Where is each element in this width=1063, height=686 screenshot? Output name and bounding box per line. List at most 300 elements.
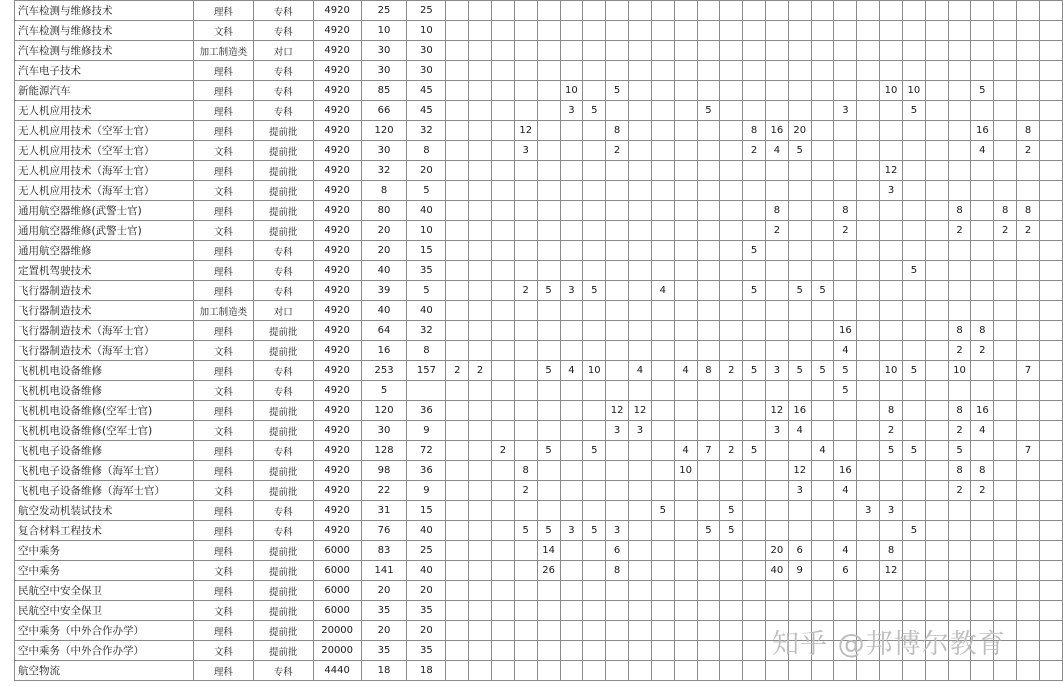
cell-province-quota-23	[948, 181, 971, 201]
cell-province-quota-26	[1017, 1, 1040, 21]
cell-province-quota-23	[948, 661, 971, 681]
cell-province-quota-5	[537, 401, 560, 421]
cell-province-quota-22	[925, 41, 948, 61]
cell-province-quota-12	[697, 81, 720, 101]
cell-province-quota-25	[994, 161, 1017, 181]
cell-province-quota-4	[514, 181, 537, 201]
cell-province-quota-8	[606, 441, 629, 461]
cell-tuition: 4920	[313, 141, 361, 161]
cell-tuition: 20000	[313, 641, 361, 661]
cell-province-quota-12	[697, 381, 720, 401]
cell-province-quota-7	[583, 241, 606, 261]
cell-province-quota-21	[902, 221, 925, 241]
cell-province-quota-6	[560, 341, 583, 361]
cell-province-quota-6	[560, 641, 583, 661]
cell-province-quota-8	[606, 1, 629, 21]
cell-province-quota-12	[697, 641, 720, 661]
cell-province-quota-13	[720, 121, 743, 141]
cell-province-quota-20: 10	[880, 361, 903, 381]
cell-province-quota-27	[1039, 261, 1062, 281]
cell-batch: 专科	[253, 381, 313, 401]
cell-province-quota-21	[902, 401, 925, 421]
cell-major: 汽车检测与维修技术	[15, 41, 194, 61]
cell-province-quota-3	[492, 181, 515, 201]
cell-province-quota-20	[880, 301, 903, 321]
cell-tuition: 4920	[313, 21, 361, 41]
cell-province-quota-15: 16	[765, 121, 788, 141]
cell-province-quota-1	[446, 581, 469, 601]
cell-subject: 文科	[193, 21, 253, 41]
cell-province-quota-26	[1017, 241, 1040, 261]
cell-province-quota-3	[492, 501, 515, 521]
cell-batch: 提前批	[253, 141, 313, 161]
cell-province-quota-5: 26	[537, 561, 560, 581]
cell-province-quota-26	[1017, 41, 1040, 61]
cell-province-quota-23	[948, 601, 971, 621]
cell-province-quota-23: 5	[948, 441, 971, 461]
cell-province-quota-9	[629, 41, 652, 61]
cell-province-quota-18	[834, 441, 857, 461]
cell-province-quota-1	[446, 501, 469, 521]
cell-province-quota-22	[925, 221, 948, 241]
cell-batch: 提前批	[253, 221, 313, 241]
cell-province-quota-7	[583, 321, 606, 341]
cell-province-quota-13	[720, 421, 743, 441]
cell-province-quota-11	[674, 261, 697, 281]
cell-province-quota-8	[606, 221, 629, 241]
cell-province-quota-25	[994, 461, 1017, 481]
cell-province-quota-26	[1017, 341, 1040, 361]
cell-province-quota-20: 5	[880, 441, 903, 461]
cell-province-quota-11	[674, 121, 697, 141]
cell-province-quota-18: 16	[834, 461, 857, 481]
cell-plan-total: 40	[361, 261, 407, 281]
cell-province-quota-1	[446, 301, 469, 321]
cell-province-quota-21	[902, 481, 925, 501]
cell-province-quota-6	[560, 401, 583, 421]
cell-province-quota-21	[902, 141, 925, 161]
cell-subject: 理科	[193, 161, 253, 181]
cell-province-quota-10	[651, 241, 674, 261]
cell-province-quota-16: 5	[788, 141, 811, 161]
cell-province-quota-12	[697, 601, 720, 621]
cell-province-quota-6	[560, 141, 583, 161]
cell-province-quota-19	[857, 221, 880, 241]
cell-tuition: 4920	[313, 241, 361, 261]
cell-province-quota-1	[446, 621, 469, 641]
cell-province-quota-18	[834, 61, 857, 81]
cell-province-quota-27	[1039, 341, 1062, 361]
cell-province-quota-19	[857, 301, 880, 321]
cell-province-quota-1	[446, 221, 469, 241]
cell-province-quota-6	[560, 621, 583, 641]
cell-major: 无人机应用技术	[15, 101, 194, 121]
cell-province-quota-3	[492, 521, 515, 541]
cell-province-quota-17	[811, 481, 834, 501]
cell-province-quota-13	[720, 661, 743, 681]
cell-major: 定置机驾驶技术	[15, 261, 194, 281]
cell-batch: 提前批	[253, 341, 313, 361]
cell-province-quota-11	[674, 181, 697, 201]
cell-province-quota-21: 5	[902, 441, 925, 461]
cell-major: 飞机机电设备维修(空军士官)	[15, 401, 194, 421]
cell-province-quota-2	[469, 521, 492, 541]
cell-province-quota-20	[880, 321, 903, 341]
cell-province-quota-12	[697, 261, 720, 281]
cell-province-quota-17	[811, 601, 834, 621]
cell-province-quota-9	[629, 1, 652, 21]
cell-province-quota-21	[902, 321, 925, 341]
table-row	[15, 301, 1063, 321]
cell-province-quota-12	[697, 661, 720, 681]
cell-province-quota-2	[469, 81, 492, 101]
cell-province-quota-20	[880, 581, 903, 601]
cell-province-quota-26	[1017, 181, 1040, 201]
cell-province-quota-8: 6	[606, 541, 629, 561]
cell-province-quota-4	[514, 581, 537, 601]
cell-province-quota-17: 4	[811, 441, 834, 461]
cell-major: 汽车电子技术	[15, 61, 194, 81]
cell-province-quota-3	[492, 361, 515, 381]
cell-major: 空中乘务	[15, 561, 194, 581]
cell-province-quota-5	[537, 101, 560, 121]
cell-province-quota-27	[1039, 501, 1062, 521]
cell-province-quota-11	[674, 21, 697, 41]
cell-province-quota-6	[560, 41, 583, 61]
cell-major: 通用航空器维修(武警士官)	[15, 221, 194, 241]
cell-province-quota-17	[811, 521, 834, 541]
cell-province-quota-16	[788, 201, 811, 221]
cell-subject: 理科	[193, 321, 253, 341]
cell-province-quota-15	[765, 461, 788, 481]
cell-major: 飞行器制造技术（海军士官）	[15, 321, 194, 341]
cell-province-quota-19	[857, 361, 880, 381]
cell-province-quota-9	[629, 381, 652, 401]
cell-province-quota-23: 8	[948, 461, 971, 481]
cell-province-quota-2	[469, 121, 492, 141]
cell-province-quota-4	[514, 341, 537, 361]
cell-province-quota-4	[514, 41, 537, 61]
cell-province-quota-11	[674, 501, 697, 521]
cell-province-quota-25	[994, 1, 1017, 21]
cell-province-quota-17	[811, 301, 834, 321]
cell-province-quota-10	[651, 261, 674, 281]
cell-province-quota-4: 2	[514, 281, 537, 301]
cell-province-quota-10	[651, 341, 674, 361]
cell-province-quota-27	[1039, 601, 1062, 621]
cell-province-quota-16	[788, 241, 811, 261]
cell-province-quota-3	[492, 481, 515, 501]
cell-province-quota-17	[811, 61, 834, 81]
cell-province-quota-5	[537, 481, 560, 501]
cell-province-quota-5	[537, 181, 560, 201]
cell-province-quota-6: 10	[560, 81, 583, 101]
cell-province-quota-20	[880, 201, 903, 221]
cell-province-quota-3: 2	[492, 441, 515, 461]
cell-province-quota-9	[629, 341, 652, 361]
cell-province-quota-8: 8	[606, 121, 629, 141]
table-row	[15, 21, 1063, 41]
cell-province-quota-5	[537, 161, 560, 181]
cell-province-quota-24: 16	[971, 121, 994, 141]
cell-province-quota-15	[765, 341, 788, 361]
enrollment-plan-table	[14, 0, 1063, 681]
cell-province-quota-14	[743, 381, 766, 401]
cell-plan-local: 40	[407, 561, 446, 581]
cell-province-quota-16	[788, 501, 811, 521]
cell-major: 无人机应用技术（海军士官）	[15, 161, 194, 181]
cell-province-quota-24: 4	[971, 421, 994, 441]
cell-province-quota-10	[651, 601, 674, 621]
cell-province-quota-19	[857, 541, 880, 561]
cell-province-quota-4	[514, 261, 537, 281]
cell-subject: 理科	[193, 461, 253, 481]
cell-province-quota-23: 2	[948, 421, 971, 441]
cell-province-quota-12: 7	[697, 441, 720, 461]
cell-province-quota-3	[492, 541, 515, 561]
cell-province-quota-23: 2	[948, 481, 971, 501]
cell-province-quota-12	[697, 161, 720, 181]
cell-major: 飞机机电设备维修	[15, 361, 194, 381]
cell-subject: 理科	[193, 401, 253, 421]
cell-province-quota-20	[880, 21, 903, 41]
cell-province-quota-17	[811, 201, 834, 221]
cell-province-quota-23	[948, 41, 971, 61]
cell-plan-total: 30	[361, 41, 407, 61]
cell-province-quota-24	[971, 661, 994, 681]
cell-province-quota-24	[971, 61, 994, 81]
cell-tuition: 4920	[313, 41, 361, 61]
cell-subject: 理科	[193, 61, 253, 81]
cell-province-quota-3	[492, 241, 515, 261]
cell-province-quota-19	[857, 21, 880, 41]
cell-province-quota-20	[880, 101, 903, 121]
cell-province-quota-14	[743, 1, 766, 21]
cell-province-quota-2	[469, 461, 492, 481]
cell-province-quota-11	[674, 1, 697, 21]
cell-province-quota-9	[629, 61, 652, 81]
cell-province-quota-17	[811, 321, 834, 341]
cell-province-quota-12	[697, 501, 720, 521]
cell-province-quota-10	[651, 381, 674, 401]
cell-province-quota-9	[629, 201, 652, 221]
cell-province-quota-21	[902, 161, 925, 181]
cell-province-quota-8	[606, 581, 629, 601]
cell-province-quota-15	[765, 301, 788, 321]
cell-plan-total: 40	[361, 301, 407, 321]
cell-province-quota-26	[1017, 281, 1040, 301]
cell-province-quota-20	[880, 141, 903, 161]
cell-province-quota-5	[537, 61, 560, 81]
cell-province-quota-14	[743, 21, 766, 41]
cell-province-quota-22	[925, 421, 948, 441]
table-row	[15, 661, 1063, 681]
cell-province-quota-16	[788, 81, 811, 101]
cell-province-quota-24	[971, 221, 994, 241]
cell-province-quota-4	[514, 301, 537, 321]
cell-province-quota-4	[514, 201, 537, 221]
cell-province-quota-13	[720, 261, 743, 281]
cell-province-quota-10	[651, 41, 674, 61]
cell-province-quota-24: 4	[971, 141, 994, 161]
cell-province-quota-14	[743, 61, 766, 81]
cell-batch: 专科	[253, 101, 313, 121]
cell-province-quota-26	[1017, 541, 1040, 561]
cell-province-quota-3	[492, 641, 515, 661]
cell-province-quota-6	[560, 261, 583, 281]
cell-province-quota-27	[1039, 421, 1062, 441]
cell-tuition: 4920	[313, 61, 361, 81]
cell-tuition: 6000	[313, 541, 361, 561]
cell-province-quota-6: 3	[560, 521, 583, 541]
cell-province-quota-5	[537, 261, 560, 281]
cell-province-quota-11	[674, 601, 697, 621]
cell-province-quota-1	[446, 161, 469, 181]
cell-province-quota-9	[629, 561, 652, 581]
cell-major: 飞行器制造技术	[15, 301, 194, 321]
cell-province-quota-10	[651, 1, 674, 21]
cell-tuition: 4920	[313, 261, 361, 281]
cell-tuition: 4440	[313, 661, 361, 681]
cell-province-quota-23	[948, 1, 971, 21]
cell-province-quota-20	[880, 1, 903, 21]
cell-province-quota-10	[651, 301, 674, 321]
cell-province-quota-11	[674, 61, 697, 81]
cell-province-quota-26	[1017, 601, 1040, 621]
cell-tuition: 4920	[313, 101, 361, 121]
cell-province-quota-3	[492, 381, 515, 401]
cell-province-quota-14: 5	[743, 241, 766, 261]
cell-province-quota-24	[971, 381, 994, 401]
cell-province-quota-1	[446, 241, 469, 261]
cell-province-quota-16: 6	[788, 541, 811, 561]
cell-province-quota-25: 8	[994, 201, 1017, 221]
cell-province-quota-16: 16	[788, 401, 811, 421]
cell-subject: 文科	[193, 181, 253, 201]
cell-province-quota-18	[834, 421, 857, 441]
cell-province-quota-7	[583, 141, 606, 161]
table-row	[15, 421, 1063, 441]
cell-province-quota-2	[469, 601, 492, 621]
cell-province-quota-16: 20	[788, 121, 811, 141]
cell-plan-local: 45	[407, 101, 446, 121]
cell-province-quota-23: 10	[948, 361, 971, 381]
cell-province-quota-14	[743, 341, 766, 361]
cell-province-quota-5	[537, 381, 560, 401]
cell-province-quota-1	[446, 321, 469, 341]
cell-province-quota-12	[697, 541, 720, 561]
cell-province-quota-17	[811, 1, 834, 21]
table-row	[15, 601, 1063, 621]
cell-province-quota-20: 8	[880, 401, 903, 421]
cell-province-quota-23	[948, 261, 971, 281]
cell-province-quota-19	[857, 121, 880, 141]
cell-province-quota-9	[629, 141, 652, 161]
cell-province-quota-5	[537, 501, 560, 521]
cell-province-quota-20	[880, 381, 903, 401]
cell-province-quota-4	[514, 221, 537, 241]
cell-province-quota-15	[765, 1, 788, 21]
cell-province-quota-18: 5	[834, 381, 857, 401]
cell-subject: 文科	[193, 601, 253, 621]
cell-province-quota-14: 5	[743, 281, 766, 301]
cell-province-quota-8	[606, 261, 629, 281]
cell-province-quota-25	[994, 601, 1017, 621]
cell-province-quota-14	[743, 461, 766, 481]
cell-province-quota-27	[1039, 661, 1062, 681]
cell-province-quota-10	[651, 641, 674, 661]
cell-province-quota-6	[560, 241, 583, 261]
cell-province-quota-10	[651, 621, 674, 641]
cell-province-quota-6	[560, 381, 583, 401]
table-row	[15, 521, 1063, 541]
cell-province-quota-10	[651, 541, 674, 561]
cell-province-quota-3	[492, 301, 515, 321]
cell-province-quota-5	[537, 301, 560, 321]
cell-province-quota-11	[674, 41, 697, 61]
cell-subject: 理科	[193, 541, 253, 561]
cell-province-quota-14	[743, 481, 766, 501]
cell-plan-total: 22	[361, 481, 407, 501]
cell-province-quota-25	[994, 501, 1017, 521]
cell-province-quota-18	[834, 661, 857, 681]
cell-province-quota-24: 2	[971, 341, 994, 361]
cell-province-quota-22	[925, 661, 948, 681]
cell-province-quota-11: 4	[674, 441, 697, 461]
cell-province-quota-21	[902, 1, 925, 21]
cell-province-quota-18	[834, 141, 857, 161]
cell-province-quota-25	[994, 141, 1017, 161]
cell-province-quota-6	[560, 1, 583, 21]
cell-province-quota-18	[834, 181, 857, 201]
cell-province-quota-26	[1017, 501, 1040, 521]
cell-province-quota-19	[857, 421, 880, 441]
cell-batch: 提前批	[253, 321, 313, 341]
cell-province-quota-16	[788, 521, 811, 541]
cell-plan-total: 10	[361, 21, 407, 41]
cell-province-quota-17	[811, 501, 834, 521]
cell-province-quota-17	[811, 341, 834, 361]
cell-province-quota-9	[629, 601, 652, 621]
cell-province-quota-12	[697, 181, 720, 201]
cell-batch: 提前批	[253, 121, 313, 141]
cell-province-quota-15	[765, 441, 788, 461]
cell-plan-total: 253	[361, 361, 407, 381]
cell-province-quota-3	[492, 81, 515, 101]
cell-province-quota-5	[537, 641, 560, 661]
cell-province-quota-7: 5	[583, 521, 606, 541]
cell-province-quota-21	[902, 121, 925, 141]
cell-province-quota-23	[948, 81, 971, 101]
cell-province-quota-9: 12	[629, 401, 652, 421]
cell-province-quota-24	[971, 241, 994, 261]
cell-province-quota-25	[994, 401, 1017, 421]
cell-province-quota-21	[902, 581, 925, 601]
cell-province-quota-7	[583, 601, 606, 621]
cell-province-quota-4	[514, 441, 537, 461]
cell-province-quota-7	[583, 61, 606, 81]
cell-province-quota-14	[743, 661, 766, 681]
cell-major: 飞机电子设备维修（海军士官）	[15, 481, 194, 501]
cell-province-quota-22	[925, 21, 948, 41]
cell-plan-total: 31	[361, 501, 407, 521]
cell-province-quota-10	[651, 121, 674, 141]
cell-province-quota-27	[1039, 141, 1062, 161]
cell-subject: 理科	[193, 101, 253, 121]
cell-province-quota-24	[971, 301, 994, 321]
cell-province-quota-3	[492, 401, 515, 421]
table-row	[15, 141, 1063, 161]
